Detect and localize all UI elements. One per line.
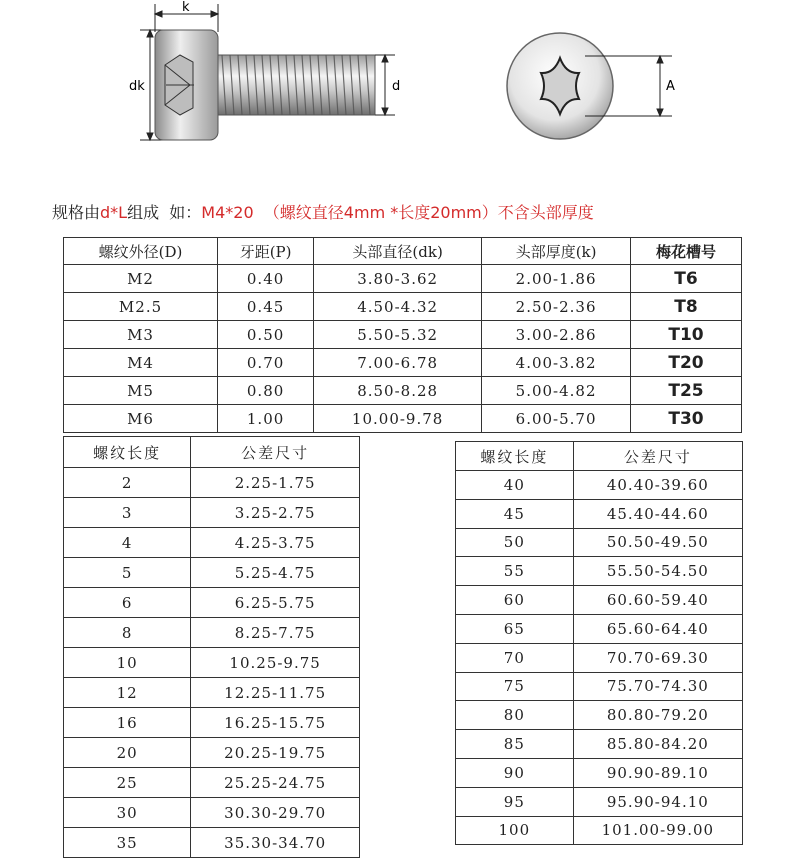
table-header-row — [456, 442, 743, 471]
cell-length: 8 — [64, 618, 191, 648]
cell-tolerance: 20.25-19.75 — [191, 738, 360, 768]
table-row — [456, 643, 743, 672]
table-row — [64, 768, 360, 798]
cell-length: 65 — [456, 614, 574, 643]
table-row — [456, 614, 743, 643]
cell-thread: M4 — [64, 349, 218, 377]
cell-torx: T25 — [631, 377, 742, 405]
cell-head-thickness: 2.50-2.36 — [482, 293, 631, 321]
table-row — [64, 708, 360, 738]
header-thread-length: 螺纹长度 — [456, 442, 574, 471]
cell-tolerance: 101.00-99.00 — [573, 816, 742, 845]
cell-length: 35 — [64, 828, 191, 858]
cell-tolerance: 65.60-64.40 — [573, 614, 742, 643]
cell-tolerance: 95.90-94.10 — [573, 787, 742, 816]
cell-tolerance: 30.30-29.70 — [191, 798, 360, 828]
cell-tolerance: 4.25-3.75 — [191, 528, 360, 558]
table-row — [64, 828, 360, 858]
table-row — [456, 816, 743, 845]
cell-length: 100 — [456, 816, 574, 845]
cell-length: 12 — [64, 678, 191, 708]
table-row — [64, 678, 360, 708]
cell-thread: M5 — [64, 377, 218, 405]
table-row — [456, 471, 743, 500]
header-head-diameter: 头部直径(dk) — [314, 238, 482, 265]
cell-tolerance: 55.50-54.50 — [573, 557, 742, 586]
table-row — [64, 349, 742, 377]
cell-pitch: 0.80 — [218, 377, 314, 405]
table-row — [64, 321, 742, 349]
cell-head-diameter: 4.50-4.32 — [314, 293, 482, 321]
cell-tolerance: 25.25-24.75 — [191, 768, 360, 798]
cell-pitch: 0.50 — [218, 321, 314, 349]
cell-torx: T8 — [631, 293, 742, 321]
cell-tolerance: 5.25-4.75 — [191, 558, 360, 588]
cell-head-thickness: 5.00-4.82 — [482, 377, 631, 405]
table-row — [456, 672, 743, 701]
cell-thread: M2 — [64, 265, 218, 293]
table-row — [64, 468, 360, 498]
table-row — [64, 588, 360, 618]
cell-thread: M2.5 — [64, 293, 218, 321]
cell-length: 60 — [456, 586, 574, 615]
cell-tolerance: 16.25-15.75 — [191, 708, 360, 738]
header-thread-length: 螺纹长度 — [64, 437, 191, 468]
table-row — [64, 618, 360, 648]
spec-example: M4*20 （螺纹直径4mm *长度20mm） — [201, 203, 498, 222]
cell-length: 90 — [456, 758, 574, 787]
cell-length: 80 — [456, 701, 574, 730]
table-row — [64, 798, 360, 828]
cell-torx: T10 — [631, 321, 742, 349]
cell-tolerance: 3.25-2.75 — [191, 498, 360, 528]
cell-length: 95 — [456, 787, 574, 816]
table-row — [64, 528, 360, 558]
cell-length: 50 — [456, 528, 574, 557]
cell-head-diameter: 5.50-5.32 — [314, 321, 482, 349]
header-thread-diameter: 螺纹外径(D) — [64, 238, 218, 265]
cell-tolerance: 6.25-5.75 — [191, 588, 360, 618]
header-head-thickness: 头部厚度(k) — [482, 238, 631, 265]
cell-length: 3 — [64, 498, 191, 528]
cell-torx: T6 — [631, 265, 742, 293]
cell-head-diameter: 8.50-8.28 — [314, 377, 482, 405]
cell-length: 45 — [456, 499, 574, 528]
header-torx-size: 梅花槽号 — [631, 238, 742, 265]
table-row — [64, 265, 742, 293]
cell-length: 2 — [64, 468, 191, 498]
cell-length: 85 — [456, 730, 574, 759]
table-row — [64, 405, 742, 433]
cell-tolerance: 2.25-1.75 — [191, 468, 360, 498]
cell-tolerance: 75.70-74.30 — [573, 672, 742, 701]
table-row — [456, 528, 743, 557]
cell-tolerance: 70.70-69.30 — [573, 643, 742, 672]
cell-length: 75 — [456, 672, 574, 701]
spec-formula: d*L — [100, 203, 128, 222]
table-row — [456, 557, 743, 586]
cell-tolerance: 10.25-9.75 — [191, 648, 360, 678]
cell-length: 70 — [456, 643, 574, 672]
cell-tolerance: 80.80-79.20 — [573, 701, 742, 730]
cell-length: 10 — [64, 648, 191, 678]
table-row — [64, 377, 742, 405]
header-pitch: 牙距(P) — [218, 238, 314, 265]
cell-head-diameter: 10.00-9.78 — [314, 405, 482, 433]
cell-tolerance: 50.50-49.50 — [573, 528, 742, 557]
cell-length: 25 — [64, 768, 191, 798]
cell-tolerance: 90.90-89.10 — [573, 758, 742, 787]
table-header-row — [64, 238, 742, 265]
table-row — [456, 499, 743, 528]
table-row — [456, 787, 743, 816]
table-row — [456, 701, 743, 730]
cell-torx: T20 — [631, 349, 742, 377]
cell-pitch: 1.00 — [218, 405, 314, 433]
cell-tolerance: 85.80-84.20 — [573, 730, 742, 759]
cell-head-diameter: 7.00-6.78 — [314, 349, 482, 377]
spec-description — [52, 200, 594, 223]
cell-tolerance: 45.40-44.60 — [573, 499, 742, 528]
header-tolerance: 公差尺寸 — [573, 442, 742, 471]
dimension-table — [63, 237, 742, 433]
cell-thread: M6 — [64, 405, 218, 433]
cell-length: 40 — [456, 471, 574, 500]
label-d: d — [392, 79, 401, 94]
cell-head-thickness: 4.00-3.82 — [482, 349, 631, 377]
table-row — [64, 648, 360, 678]
cell-length: 16 — [64, 708, 191, 738]
cell-length: 55 — [456, 557, 574, 586]
cell-tolerance: 12.25-11.75 — [191, 678, 360, 708]
spec-prefix: 规格由 — [52, 203, 101, 222]
table-row — [64, 293, 742, 321]
spec-suffix: 不含头部厚度 — [497, 203, 594, 222]
cell-length: 30 — [64, 798, 191, 828]
table-row — [64, 558, 360, 588]
table-row — [456, 586, 743, 615]
label-a: A — [666, 79, 675, 94]
length-tolerance-table-left — [63, 436, 360, 858]
table-header-row — [64, 437, 360, 468]
cell-length: 5 — [64, 558, 191, 588]
cell-length: 4 — [64, 528, 191, 558]
length-tolerance-table-right — [455, 441, 743, 845]
cell-head-thickness: 2.00-1.86 — [482, 265, 631, 293]
table-row — [456, 758, 743, 787]
table-row — [456, 730, 743, 759]
cell-torx: T30 — [631, 405, 742, 433]
header-tolerance: 公差尺寸 — [191, 437, 360, 468]
cell-tolerance: 8.25-7.75 — [191, 618, 360, 648]
cell-head-diameter: 3.80-3.62 — [314, 265, 482, 293]
cell-tolerance: 60.60-59.40 — [573, 586, 742, 615]
cell-head-thickness: 3.00-2.86 — [482, 321, 631, 349]
label-k: k — [182, 0, 190, 15]
cell-pitch: 0.70 — [218, 349, 314, 377]
cell-length: 6 — [64, 588, 191, 618]
cell-head-thickness: 6.00-5.70 — [482, 405, 631, 433]
label-dk: dk — [129, 79, 145, 94]
cell-tolerance: 35.30-34.70 — [191, 828, 360, 858]
spec-middle: 组成 如： — [127, 203, 202, 222]
cell-length: 20 — [64, 738, 191, 768]
table-row — [64, 498, 360, 528]
screw-drawing — [0, 0, 800, 195]
table-row — [64, 738, 360, 768]
cell-pitch: 0.45 — [218, 293, 314, 321]
cell-pitch: 0.40 — [218, 265, 314, 293]
cell-tolerance: 40.40-39.60 — [573, 471, 742, 500]
cell-thread: M3 — [64, 321, 218, 349]
